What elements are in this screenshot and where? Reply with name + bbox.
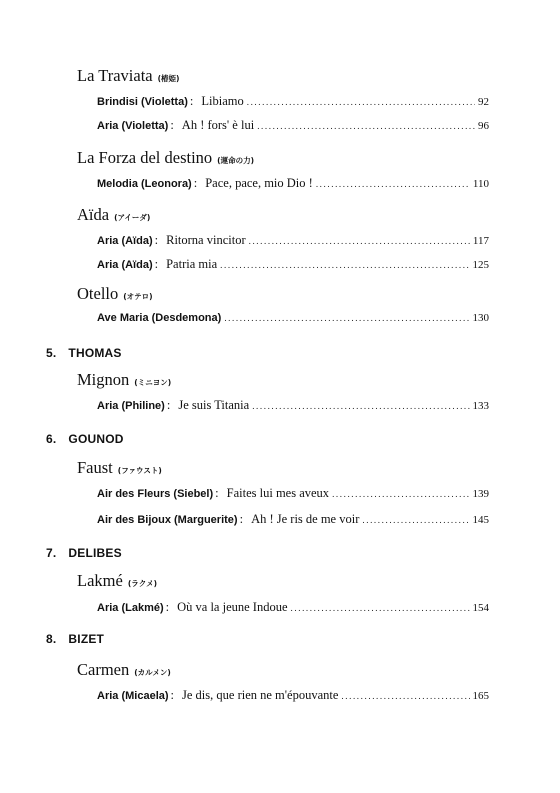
opera-japanese-title: (ファウスト) <box>117 466 162 475</box>
opera-title: Lakmé <box>77 571 123 590</box>
composer-heading <box>46 346 122 360</box>
page-number: 139 <box>472 488 489 500</box>
opera-japanese-title: (運命の力) <box>217 156 255 165</box>
dot-leader <box>316 179 470 189</box>
opera-japanese-title: (ミニヨン) <box>134 378 172 387</box>
separator-colon: : <box>239 512 244 526</box>
opera-heading <box>77 660 171 680</box>
separator-colon: : <box>170 118 174 132</box>
separator-colon: : <box>170 688 175 702</box>
toc-entry[interactable] <box>97 512 489 527</box>
opera-heading <box>77 148 254 168</box>
composer-name: GOUNOD <box>68 432 124 446</box>
page-number: 92 <box>478 96 489 108</box>
opera-heading <box>77 571 157 591</box>
composer-number: 7. <box>46 546 57 560</box>
toc-entry[interactable] <box>97 312 489 324</box>
toc-entry[interactable] <box>97 688 489 703</box>
opera-heading <box>77 284 153 304</box>
aria-title: Ah ! fors' è lui <box>181 118 255 132</box>
composer-name: DELIBES <box>68 546 122 560</box>
aria-title: Libiamo <box>201 94 244 108</box>
dot-leader <box>332 489 469 499</box>
dot-leader <box>224 313 469 323</box>
aria-title: Faites lui mes aveux <box>226 486 330 500</box>
opera-japanese-title: (オテロ) <box>123 292 153 301</box>
piece-name: Aria (Aïda) <box>97 235 153 247</box>
aria-title: Pace, pace, mio Dio ! <box>205 176 313 190</box>
aria-title: Où va la jeune Indoue <box>177 600 288 614</box>
composer-heading <box>46 546 122 560</box>
separator-colon: : <box>154 233 159 247</box>
separator-colon: : <box>154 257 159 271</box>
aria-title: Patria mia <box>166 257 218 271</box>
piece-name: Melodia (Leonora) <box>97 178 192 190</box>
aria-title: Je dis, que rien ne m'épouvante <box>182 688 339 702</box>
piece-name: Aria (Philine) <box>97 400 165 412</box>
page-number: 96 <box>478 120 489 132</box>
opera-title: Faust <box>77 458 113 477</box>
piece-name: Brindisi (Violetta) <box>97 96 188 108</box>
piece-name: Air des Bijoux (Marguerite) <box>97 514 238 526</box>
aria-title: Ritorna vincitor <box>166 233 246 247</box>
opera-japanese-title: (カルメン) <box>134 668 171 677</box>
opera-heading <box>77 370 171 390</box>
opera-title: Otello <box>77 284 119 303</box>
page-number: 145 <box>472 514 489 526</box>
toc-entry[interactable] <box>97 94 489 109</box>
page-number: 130 <box>472 312 489 324</box>
opera-title: La Forza del destino <box>77 148 213 167</box>
separator-colon: : <box>193 176 198 190</box>
composer-number: 8. <box>46 632 57 646</box>
toc-entry[interactable] <box>97 486 489 501</box>
page-number: 117 <box>472 235 489 247</box>
composer-name: BIZET <box>68 632 105 646</box>
toc-entry[interactable] <box>97 176 489 191</box>
composer-heading <box>46 432 124 446</box>
page-number: 110 <box>472 178 489 190</box>
page-number: 154 <box>472 602 489 614</box>
toc-entry[interactable] <box>97 118 489 133</box>
piece-name: Aria (Lakmé) <box>97 602 164 614</box>
dot-leader <box>341 691 469 701</box>
dot-leader <box>362 515 469 525</box>
composer-name: THOMAS <box>68 346 122 360</box>
dot-leader <box>249 236 470 246</box>
composer-number: 5. <box>46 346 57 360</box>
page-number: 165 <box>472 690 489 702</box>
piece-name: Aria (Micaela) <box>97 690 169 702</box>
piece-name: Aria (Violetta) <box>97 120 169 132</box>
separator-colon: : <box>165 600 170 614</box>
composer-heading <box>46 632 104 646</box>
opera-japanese-title: (椿姫) <box>157 74 180 83</box>
opera-heading <box>77 66 179 86</box>
composer-number: 6. <box>46 432 57 446</box>
page-number: 133 <box>472 400 489 412</box>
separator-colon: : <box>215 486 219 500</box>
dot-leader <box>247 97 475 107</box>
opera-japanese-title: (ラクメ) <box>127 579 158 588</box>
dot-leader <box>252 401 469 411</box>
opera-heading <box>77 205 150 225</box>
piece-name: Air des Fleurs (Siebel) <box>97 488 214 500</box>
toc-entry[interactable] <box>97 600 489 615</box>
opera-heading <box>77 458 162 478</box>
dot-leader <box>257 121 475 131</box>
opera-japanese-title: (アイーダ) <box>114 213 151 222</box>
opera-title: La Traviata <box>77 66 153 85</box>
separator-colon: : <box>189 94 194 108</box>
toc-entry[interactable] <box>97 398 489 413</box>
aria-title: Ah ! Je ris de me voir <box>251 512 360 526</box>
opera-title: Carmen <box>77 660 130 679</box>
opera-title: Mignon <box>77 370 130 389</box>
page-number: 125 <box>472 259 489 271</box>
dot-leader <box>291 603 470 613</box>
toc-entry[interactable] <box>97 257 489 272</box>
aria-title: Je suis Titania <box>178 398 250 412</box>
opera-title: Aïda <box>77 205 110 224</box>
piece-name: Aria (Aïda) <box>97 259 153 271</box>
piece-name: Ave Maria (Desdemona) <box>97 312 222 324</box>
dot-leader <box>220 260 469 270</box>
toc-entry[interactable] <box>97 233 489 248</box>
separator-colon: : <box>166 398 171 412</box>
